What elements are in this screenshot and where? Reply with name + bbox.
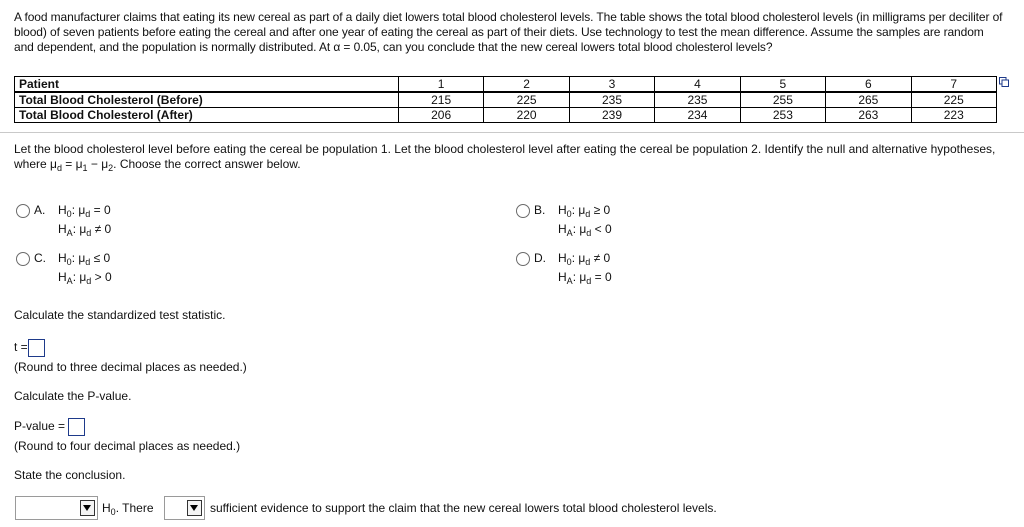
table-cell: 223 — [911, 108, 996, 123]
subscript: A — [566, 228, 573, 238]
conclusion-h0 — [102, 501, 154, 517]
table-cell: 253 — [740, 108, 825, 123]
hyp-text: = 0 — [90, 203, 111, 217]
alt-hypothesis — [58, 269, 112, 289]
hyp-text: ≠ 0 — [91, 222, 112, 236]
subscript: d — [85, 257, 91, 267]
subscript: d — [585, 257, 591, 267]
test-stat-prompt: Calculate the standardized test statistic. — [14, 308, 226, 322]
table-cell: 206 — [398, 108, 483, 123]
radio-button-d[interactable] — [516, 252, 530, 266]
table-cell: 1 — [398, 77, 483, 93]
test-stat-label: t = — [14, 340, 28, 355]
radio-button-a[interactable] — [16, 204, 30, 218]
subscript: 0 — [566, 209, 572, 219]
hyp-text: H — [558, 251, 567, 265]
hyp-text: H — [558, 222, 567, 236]
hyp-text: : μ — [571, 203, 586, 217]
data-table — [14, 76, 997, 123]
evidence-dropdown[interactable] — [164, 496, 205, 520]
alt-hypothesis — [558, 221, 612, 241]
radio-button-b[interactable] — [516, 204, 530, 218]
pvalue-prompt: Calculate the P-value. — [14, 389, 132, 403]
table-cell: 225 — [484, 92, 569, 108]
hyp-text: H — [58, 270, 67, 284]
test-stat-row — [14, 339, 45, 357]
subscript: A — [566, 276, 573, 286]
subscript: d — [586, 276, 592, 286]
table-cell: 234 — [655, 108, 740, 123]
table-cell: 235 — [655, 92, 740, 108]
table-cell: 5 — [740, 77, 825, 93]
pvalue-input[interactable] — [68, 418, 85, 436]
table-cell: 255 — [740, 92, 825, 108]
hyp-text: : μ — [571, 251, 586, 265]
hyp-text: ≠ 0 — [590, 251, 611, 265]
hyp-text: : μ — [72, 270, 87, 284]
choice-label: C. — [34, 251, 46, 265]
choice-label: A. — [34, 203, 46, 217]
test-stat-input[interactable] — [28, 339, 45, 357]
null-hypothesis — [58, 250, 110, 270]
subscript: 2 — [108, 163, 114, 173]
hyp-text: H — [558, 270, 567, 284]
pvalue-label: P-value = — [14, 419, 66, 434]
hyp-text: : μ — [572, 270, 587, 284]
table-cell: 2 — [484, 77, 569, 93]
subscript: d — [86, 228, 92, 238]
hyp-text: : μ — [72, 222, 87, 236]
h0-text: H — [102, 501, 111, 515]
hyp-text: > 0 — [91, 270, 112, 284]
row-label: Total Blood Cholesterol (Before) — [15, 92, 399, 108]
choice-label: D. — [534, 251, 546, 265]
there-text: . There — [115, 501, 154, 515]
table-cell: 265 — [826, 92, 911, 108]
hyp-text: H — [58, 203, 67, 217]
table-row — [15, 108, 997, 123]
copy-icon[interactable] — [999, 77, 1009, 87]
question-intro: A food manufacturer claims that eating its new cereal as part of a daily diet lowers total blood cholesterol levels. The table shows the total blood cholesterol levels (in milligrams per deciliter of blood) of seven patients before eating the cereal and after one year of eating the cereal as part of their diets. Use technology to test the mean difference. Assume the samples are random and dependent, and the population is normally distributed. At α = 0.05, can you conclude that the new cereal lowers total blood cholesterol levels? — [14, 10, 1003, 54]
subscript: d — [585, 209, 591, 219]
test-stat-note: (Round to three decimal places as needed.) — [14, 360, 247, 374]
subscript: d — [85, 209, 91, 219]
hyp-text: ≥ 0 — [590, 203, 611, 217]
subscript: 0 — [66, 209, 72, 219]
hyp-text: : μ — [71, 203, 86, 217]
radio-button-c[interactable] — [16, 252, 30, 266]
subscript: d — [86, 276, 92, 286]
hyp-text: ≤ 0 — [90, 251, 111, 265]
hyp-text: : μ — [71, 251, 86, 265]
table-cell: 239 — [569, 108, 654, 123]
table-cell: 235 — [569, 92, 654, 108]
prompt-text: . Choose the correct answer below. — [113, 157, 301, 171]
subscript: 0 — [66, 257, 72, 267]
hyp-text: H — [58, 251, 67, 265]
subscript: d — [56, 163, 62, 173]
table-cell: 3 — [569, 77, 654, 93]
prompt-text: − μ — [87, 157, 109, 171]
pvalue-note: (Round to four decimal places as needed.) — [14, 439, 241, 453]
hyp-text: : μ — [572, 222, 587, 236]
hyp-text: H — [558, 203, 567, 217]
table-row — [15, 77, 997, 93]
section-divider — [0, 132, 1024, 133]
table-cell: 4 — [655, 77, 740, 93]
hyp-text: < 0 — [591, 222, 612, 236]
pvalue-row — [14, 418, 85, 436]
hyp-text: H — [58, 222, 67, 236]
table-row — [15, 92, 997, 108]
subscript: 0 — [566, 257, 572, 267]
table-cell: 7 — [911, 77, 996, 93]
conclusion-prompt: State the conclusion. — [14, 468, 126, 482]
null-hypothesis — [558, 202, 610, 222]
table-cell: 215 — [398, 92, 483, 108]
prompt-text: Let the blood cholesterol level before eating the cereal be population 1. Let the blood cholesterol level after eating the cereal be population 2. Identify the null and alternative hypotheses, where μ — [14, 142, 996, 171]
alt-hypothesis — [58, 221, 111, 241]
row-label: Total Blood Cholesterol (After) — [15, 108, 399, 123]
subscript: A — [66, 228, 73, 238]
table-cell: 225 — [911, 92, 996, 108]
subscript: 1 — [82, 163, 88, 173]
table-cell: 263 — [826, 108, 911, 123]
subscript: 0 — [110, 507, 116, 517]
choice-label: B. — [534, 203, 546, 217]
hypothesis-prompt — [14, 142, 1009, 176]
chevron-down-icon[interactable] — [187, 500, 202, 516]
table-cell: 220 — [484, 108, 569, 123]
null-hypothesis — [558, 250, 610, 270]
hyp-text: = 0 — [591, 270, 612, 284]
row-label: Patient — [15, 77, 399, 93]
subscript: A — [66, 276, 73, 286]
alt-hypothesis — [558, 269, 612, 289]
prompt-text: = μ — [61, 157, 83, 171]
null-hypothesis — [58, 202, 111, 222]
conclusion-tail: sufficient evidence to support the claim that the new cereal lowers total blood cholesterol levels. — [210, 501, 717, 515]
chevron-down-icon[interactable] — [80, 500, 95, 516]
decision-dropdown[interactable] — [15, 496, 98, 520]
table-cell: 6 — [826, 77, 911, 93]
subscript: d — [586, 228, 592, 238]
